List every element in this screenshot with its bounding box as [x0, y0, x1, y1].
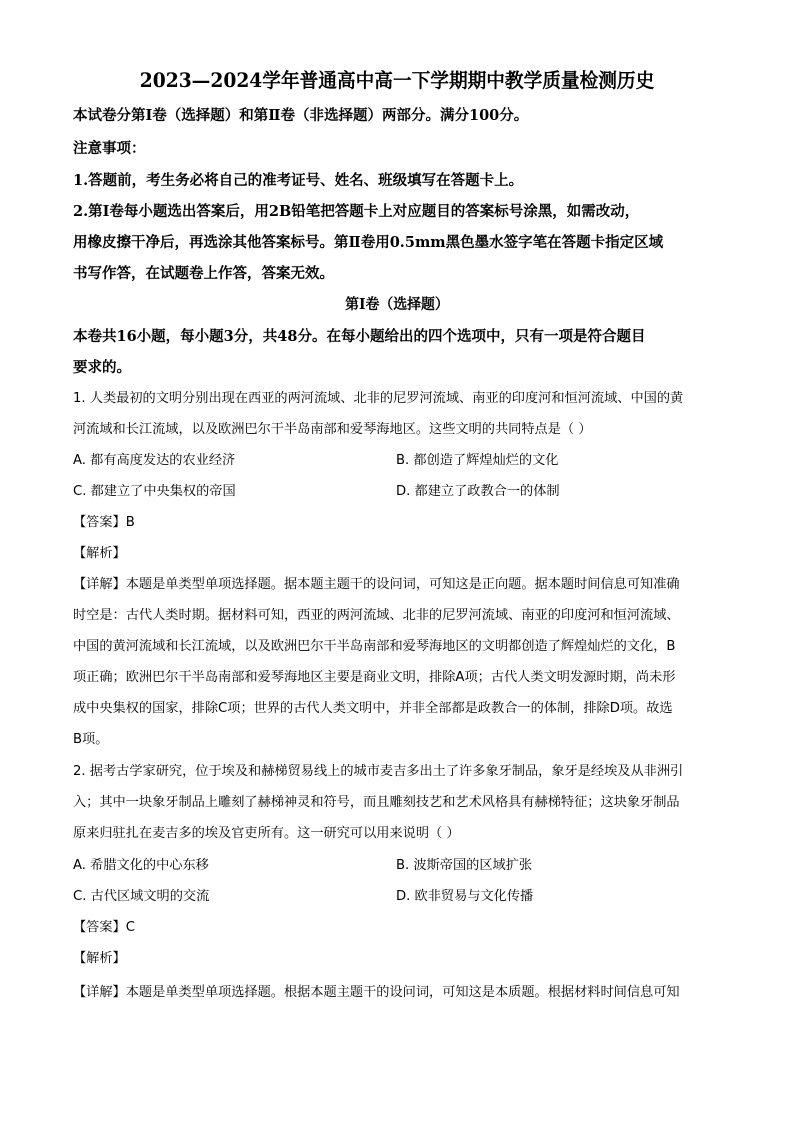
q2-detail-line-1: 【详解】本题是单类型单项选择题。根据本题主题干的设问词，可知这是本质题。根据材料时间信息可知 [73, 985, 680, 1000]
q1-detail-line-1: 【详解】本题是单类型单项选择题。据本题主题干的设问词，可知这是正向题。据本题时间信息可知准确 [73, 577, 680, 592]
q2-stem-line-1: 2. 据考古学家研究，位于埃及和赫梯贸易线上的城市麦吉多出土了许多象牙制品，象牙是经埃及从非洲引 [73, 764, 684, 779]
page-title: 2023—2024学年普通高中高一下学期期中教学质量检测历史 [139, 69, 655, 92]
q2-option-d: D. 欧非贸易与文化传播 [396, 889, 534, 904]
q2-option-b: B. 波斯帝国的区域扩张 [396, 858, 533, 873]
q1-option-c: C. 都建立了中央集权的帝国 [73, 484, 236, 499]
q2-answer: 【答案】C [73, 920, 135, 935]
section-desc-line-1: 本卷共16小题，每小题3分，共48分。在每小题给出的四个选项中，只有一项是符合题目 [73, 328, 646, 345]
q2-analysis-label: 【解析】 [73, 951, 126, 966]
note-1: 1.答题前，考生务必将自己的准考证号、姓名、班级填写在答题卡上。 [73, 172, 524, 189]
q1-detail-line-5: 成中央集权的国家，排除C项；世界的古代人类文明中，并非全部都是政教合一的体制，排除D项。故选 [73, 701, 673, 716]
q2-option-c: C. 古代区域文明的交流 [73, 889, 210, 904]
q1-option-a: A. 都有高度发达的农业经济 [73, 453, 236, 468]
q1-detail-line-2: 时空是：古代人类时期。据材料可知，西亚的两河流域、北非的尼罗河流域、南亚的印度河和恒河流域、 [73, 608, 680, 623]
q2-stem-line-3: 原来归驻扎在麦吉多的埃及官吏所有。这一研究可以用来说明（ ） [73, 826, 460, 841]
q2-stem-line-2: 入；其中一块象牙制品上雕刻了赫梯神灵和符号，而且雕刻技艺和艺术风格具有赫梯特征；这块象牙制品 [73, 795, 680, 810]
q1-detail-line-3: 中国的黄河流域和长江流域，以及欧洲巴尔干半岛南部和爱琴海地区的文明都创造了辉煌灿烂的文化，B [73, 639, 676, 654]
q1-detail-line-6: B项。 [73, 732, 109, 747]
q1-answer: 【答案】B [73, 515, 135, 530]
note-2-line-2: 用橡皮擦干净后，再选涂其他答案标号。第Ⅱ卷用0.5mm黑色墨水签字笔在答题卡指定区域 [73, 234, 664, 251]
intro-line: 本试卷分第Ⅰ卷（选择题）和第Ⅱ卷（非选择题）两部分。满分100分。 [73, 107, 529, 124]
notes-heading: 注意事项： [73, 140, 146, 157]
q2-option-a: A. 希腊文化的中心东移 [73, 858, 209, 873]
note-2-line-1: 2.第Ⅰ卷每小题选出答案后，用2B铅笔把答题卡上对应题目的答案标号涂黑，如需改动， [73, 203, 640, 220]
section-desc-line-2: 要求的。 [73, 359, 131, 376]
note-2-line-3: 书写作答，在试题卷上作答，答案无效。 [73, 265, 334, 282]
q1-option-d: D. 都建立了政教合一的体制 [396, 484, 560, 499]
q1-option-b: B. 都创造了辉煌灿烂的文化 [396, 453, 559, 468]
q1-analysis-label: 【解析】 [73, 546, 126, 561]
section-heading: 第Ⅰ卷（选择题） [345, 296, 449, 313]
q1-detail-line-4: 项正确；欧洲巴尔干半岛南部和爱琴海地区主要是商业文明，排除A项；古代人类文明发源时期，尚未形 [73, 670, 676, 685]
q1-stem-line-2: 河流域和长江流域，以及欧洲巴尔干半岛南部和爱琴海地区。这些文明的共同特点是（ ） [73, 422, 592, 437]
q1-stem-line-1: 1. 人类最初的文明分别出现在西亚的两河流域、北非的尼罗河流域、南亚的印度河和恒河流域、中国的黄 [73, 391, 684, 406]
